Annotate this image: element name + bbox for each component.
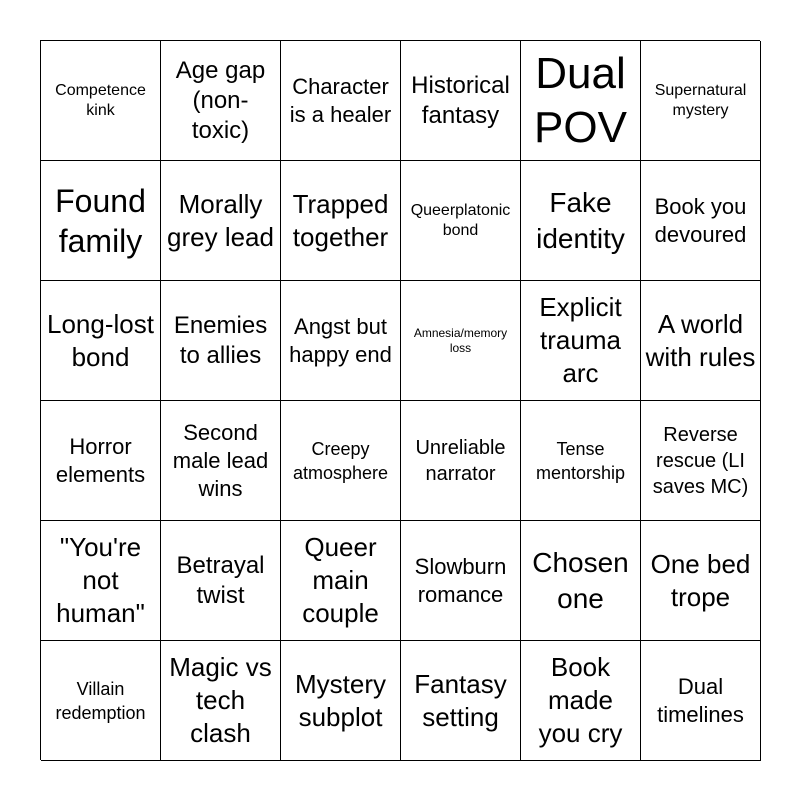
bingo-cell[interactable] [521, 641, 641, 761]
cell-label: Age gap (non-toxic) [175, 56, 266, 144]
cell-label: Book made you cry [538, 652, 623, 748]
cell-label: Fake identity [536, 186, 625, 254]
bingo-cell[interactable] [401, 161, 521, 281]
cell-label: Unreliable narrator [415, 436, 506, 485]
cell-label: Book you devoured [654, 193, 747, 247]
cell-label: Enemies to allies [173, 311, 268, 369]
bingo-cell[interactable] [641, 281, 761, 401]
bingo-cell[interactable] [641, 41, 761, 161]
bingo-cell[interactable] [521, 521, 641, 641]
bingo-cell[interactable] [641, 401, 761, 521]
bingo-cell[interactable] [521, 401, 641, 521]
cell-label: Dual POV [534, 48, 627, 152]
bingo-cell[interactable] [161, 401, 281, 521]
bingo-cell[interactable] [401, 521, 521, 641]
bingo-cell[interactable] [161, 521, 281, 641]
bingo-board [40, 40, 760, 760]
bingo-cell[interactable] [641, 161, 761, 281]
cell-label: Character is a healer [289, 73, 392, 127]
cell-label: Villain redemption [55, 678, 146, 723]
cell-label: Betrayal twist [176, 551, 265, 609]
cell-label: Amnesia/memory loss [413, 325, 508, 355]
bingo-cell[interactable] [641, 521, 761, 641]
cell-label: Fantasy setting [414, 668, 507, 732]
bingo-cell[interactable] [521, 41, 641, 161]
cell-label: Found family [55, 182, 146, 259]
bingo-cell[interactable] [641, 641, 761, 761]
cell-label: Queerplatonic bond [410, 201, 511, 239]
bingo-cell[interactable] [161, 641, 281, 761]
cell-label: Historical fantasy [411, 71, 510, 129]
cell-label: "You're not human" [56, 532, 145, 628]
bingo-cell[interactable] [161, 41, 281, 161]
bingo-cell[interactable] [41, 161, 161, 281]
cell-label: Mystery subplot [295, 668, 386, 732]
bingo-cell[interactable] [521, 161, 641, 281]
bingo-cell[interactable] [281, 161, 401, 281]
cell-label: Queer main couple [302, 532, 379, 628]
bingo-cell[interactable] [281, 41, 401, 161]
bingo-cell[interactable] [161, 281, 281, 401]
cell-label: Tense mentorship [535, 438, 626, 483]
bingo-cell[interactable] [521, 281, 641, 401]
cell-label: Competence kink [55, 81, 146, 119]
bingo-cell[interactable] [281, 521, 401, 641]
bingo-cell[interactable] [161, 161, 281, 281]
cell-label: One bed trope [650, 548, 751, 612]
cell-label: Long-lost bond [47, 308, 154, 372]
cell-label: Creepy atmosphere [292, 438, 389, 483]
cell-label: Magic vs tech clash [169, 652, 272, 748]
cell-label: Angst but happy end [289, 313, 392, 367]
bingo-cell[interactable] [401, 401, 521, 521]
cell-label: Trapped together [292, 188, 389, 252]
bingo-cell[interactable] [281, 401, 401, 521]
cell-label: Dual timelines [657, 673, 744, 727]
bingo-cell[interactable] [41, 401, 161, 521]
cell-label: Explicit trauma arc [539, 292, 622, 388]
cell-label: A world with rules [645, 308, 756, 372]
cell-label: Chosen one [532, 546, 629, 614]
cell-label: Supernatural mystery [654, 81, 747, 119]
bingo-cell[interactable] [401, 641, 521, 761]
bingo-cell[interactable] [41, 41, 161, 161]
bingo-cell[interactable] [41, 521, 161, 641]
cell-label: Horror elements [55, 433, 146, 487]
bingo-cell[interactable] [281, 641, 401, 761]
cell-label: Reverse rescue (LI saves MC) [652, 423, 749, 498]
bingo-cell[interactable] [41, 281, 161, 401]
bingo-cell[interactable] [401, 41, 521, 161]
bingo-cell[interactable] [41, 641, 161, 761]
bingo-cell[interactable] [281, 281, 401, 401]
cell-label: Second male lead wins [172, 419, 269, 501]
cell-label: Morally grey lead [167, 188, 274, 252]
cell-label: Slowburn romance [414, 553, 507, 607]
bingo-cell[interactable] [401, 281, 521, 401]
